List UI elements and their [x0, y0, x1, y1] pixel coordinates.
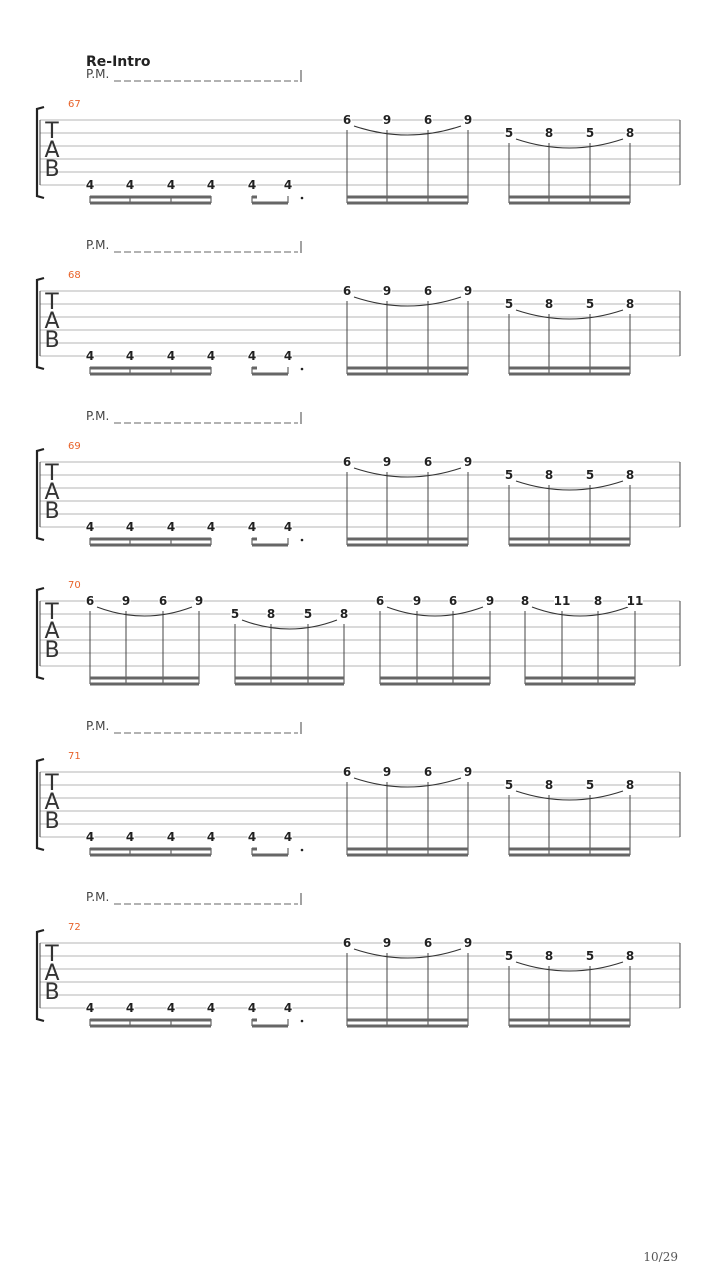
fret-number: 6: [85, 594, 95, 608]
fret-number: 5: [585, 297, 595, 311]
fret-number: 5: [504, 778, 514, 792]
fret-number: 5: [585, 949, 595, 963]
fret-number: 6: [342, 284, 352, 298]
fret-number: 4: [166, 520, 176, 534]
fret-number: 4: [283, 1001, 293, 1015]
fret-number: 9: [463, 284, 473, 298]
fret-number: 5: [504, 297, 514, 311]
slur-arc: [516, 139, 623, 148]
tab-clef-letter: A: [44, 480, 60, 505]
beam-primary: [90, 1025, 211, 1028]
fret-number: 5: [585, 778, 595, 792]
fret-number: 11: [553, 594, 571, 608]
slur-arc: [354, 468, 461, 477]
beam-secondary: [509, 196, 630, 199]
slur-arc: [516, 310, 623, 319]
tab-clef-letter: B: [44, 328, 60, 353]
fret-number: 4: [166, 830, 176, 844]
beam-secondary: [347, 196, 468, 199]
fret-number: 5: [585, 468, 595, 482]
fret-number: 9: [485, 594, 495, 608]
fret-number: 4: [247, 830, 257, 844]
beam-primary: [90, 683, 199, 686]
beam-secondary: [347, 1019, 468, 1022]
fret-number: 8: [520, 594, 530, 608]
palm-mute-label: P.M.: [86, 890, 110, 904]
fret-number: 4: [247, 178, 257, 192]
palm-mute-label: P.M.: [86, 409, 110, 423]
fret-number: 4: [247, 520, 257, 534]
beam-primary: [252, 202, 288, 205]
beam-primary: [347, 544, 468, 547]
fret-number: 4: [166, 1001, 176, 1015]
fret-number: 4: [125, 349, 135, 363]
fret-number: 4: [206, 520, 216, 534]
palm-mute-label: P.M.: [86, 238, 110, 252]
fret-number: 6: [423, 284, 433, 298]
tab-clef-letter: T: [45, 119, 59, 144]
beam-secondary: [509, 848, 630, 851]
fret-number: 8: [625, 778, 635, 792]
tab-clef-letter: B: [44, 638, 60, 663]
tab-clef-letter: A: [44, 790, 60, 815]
beam-primary: [252, 544, 288, 547]
measure-number: 70: [68, 580, 81, 591]
beam-primary: [347, 202, 468, 205]
beam-partial: [252, 1019, 257, 1022]
measure-number: 67: [68, 99, 81, 110]
tab-clef-letter: A: [44, 309, 60, 334]
fret-number: 8: [544, 126, 554, 140]
fret-number: 8: [339, 607, 349, 621]
beam-primary: [90, 544, 211, 547]
slur-arc: [387, 607, 483, 616]
palm-mute-label: P.M.: [86, 719, 110, 733]
fret-number: 4: [85, 178, 95, 192]
fret-number: 8: [625, 297, 635, 311]
fret-number: 9: [382, 284, 392, 298]
fret-number: 4: [206, 349, 216, 363]
fret-number: 4: [166, 349, 176, 363]
tab-clef-letter: T: [45, 461, 59, 486]
section-title: Re-Intro: [86, 54, 151, 70]
fret-number: 4: [166, 178, 176, 192]
fret-number: 6: [423, 936, 433, 950]
rhythm-dot: [301, 539, 304, 542]
beam-secondary: [347, 848, 468, 851]
fret-number: 9: [382, 455, 392, 469]
fret-number: 5: [504, 126, 514, 140]
fret-number: 4: [247, 1001, 257, 1015]
beam-primary: [235, 683, 344, 686]
measure-number: 72: [68, 922, 81, 933]
beam-secondary: [525, 677, 635, 680]
beam-primary: [509, 1025, 630, 1028]
beam-partial: [252, 196, 257, 199]
fret-number: 4: [283, 178, 293, 192]
beam-primary: [252, 1025, 288, 1028]
beam-partial: [252, 367, 257, 370]
beam-primary: [90, 854, 211, 857]
beam-secondary: [509, 1019, 630, 1022]
fret-number: 4: [283, 349, 293, 363]
fret-number: 8: [544, 949, 554, 963]
fret-number: 4: [85, 520, 95, 534]
beam-secondary: [509, 367, 630, 370]
beam-primary: [347, 854, 468, 857]
fret-number: 9: [194, 594, 204, 608]
beam-partial: [252, 848, 257, 851]
beam-primary: [252, 854, 288, 857]
fret-number: 4: [206, 1001, 216, 1015]
fret-number: 4: [85, 349, 95, 363]
tab-clef-letter: A: [44, 961, 60, 986]
fret-number: 9: [382, 936, 392, 950]
fret-number: 6: [158, 594, 168, 608]
tab-clef-letter: B: [44, 980, 60, 1005]
fret-number: 6: [423, 765, 433, 779]
fret-number: 5: [303, 607, 313, 621]
fret-number: 8: [625, 468, 635, 482]
slur-arc: [354, 778, 461, 787]
fret-number: 6: [342, 113, 352, 127]
tab-clef-letter: A: [44, 138, 60, 163]
beam-primary: [509, 544, 630, 547]
beam-secondary: [90, 538, 211, 541]
measure-number: 68: [68, 270, 81, 281]
fret-number: 9: [412, 594, 422, 608]
tab-clef-letter: B: [44, 809, 60, 834]
measure-number: 69: [68, 441, 81, 452]
slur-arc: [532, 607, 628, 616]
fret-number: 9: [382, 113, 392, 127]
fret-number: 6: [375, 594, 385, 608]
fret-number: 9: [463, 455, 473, 469]
tab-clef-letter: B: [44, 157, 60, 182]
fret-number: 8: [544, 468, 554, 482]
fret-number: 5: [504, 468, 514, 482]
beam-primary: [347, 1025, 468, 1028]
fret-number: 4: [125, 1001, 135, 1015]
fret-number: 9: [121, 594, 131, 608]
tab-clef-letter: A: [44, 619, 60, 644]
rhythm-dot: [301, 1020, 304, 1023]
beam-primary: [509, 202, 630, 205]
slur-arc: [516, 481, 623, 490]
fret-number: 9: [382, 765, 392, 779]
fret-number: 6: [448, 594, 458, 608]
fret-number: 9: [463, 936, 473, 950]
fret-number: 8: [625, 949, 635, 963]
fret-number: 9: [463, 113, 473, 127]
beam-primary: [347, 373, 468, 376]
beam-secondary: [90, 677, 199, 680]
beam-primary: [90, 373, 211, 376]
page-number: 10/29: [643, 1250, 678, 1264]
beam-primary: [252, 373, 288, 376]
beam-primary: [509, 373, 630, 376]
beam-secondary: [90, 196, 211, 199]
beam-primary: [525, 683, 635, 686]
fret-number: 4: [206, 830, 216, 844]
fret-number: 6: [342, 765, 352, 779]
slur-arc: [516, 962, 623, 971]
slur-arc: [354, 949, 461, 958]
fret-number: 4: [125, 178, 135, 192]
beam-primary: [90, 202, 211, 205]
beam-secondary: [90, 367, 211, 370]
beam-secondary: [347, 367, 468, 370]
beam-primary: [509, 854, 630, 857]
fret-number: 4: [247, 349, 257, 363]
fret-number: 4: [283, 520, 293, 534]
fret-number: 8: [544, 778, 554, 792]
beam-partial: [252, 538, 257, 541]
beam-primary: [380, 683, 490, 686]
fret-number: 8: [544, 297, 554, 311]
fret-number: 5: [230, 607, 240, 621]
fret-number: 8: [593, 594, 603, 608]
fret-number: 4: [125, 520, 135, 534]
fret-number: 9: [463, 765, 473, 779]
rhythm-dot: [301, 197, 304, 200]
slur-arc: [354, 297, 461, 306]
fret-number: 5: [585, 126, 595, 140]
fret-number: 4: [283, 830, 293, 844]
tab-clef-letter: T: [45, 942, 59, 967]
fret-number: 6: [423, 113, 433, 127]
tab-clef-letter: T: [45, 290, 59, 315]
fret-number: 11: [626, 594, 644, 608]
fret-number: 5: [504, 949, 514, 963]
palm-mute-label: P.M.: [86, 67, 110, 81]
tab-clef-letter: T: [45, 600, 59, 625]
slur-arc: [354, 126, 461, 135]
fret-number: 4: [85, 830, 95, 844]
beam-secondary: [90, 848, 211, 851]
beam-secondary: [235, 677, 344, 680]
beam-secondary: [347, 538, 468, 541]
rhythm-dot: [301, 368, 304, 371]
beam-secondary: [380, 677, 490, 680]
slur-arc: [242, 620, 337, 629]
tab-clef-letter: T: [45, 771, 59, 796]
slur-arc: [516, 791, 623, 800]
fret-number: 4: [125, 830, 135, 844]
slur-arc: [97, 607, 192, 616]
tab-clef-letter: B: [44, 499, 60, 524]
measure-number: 71: [68, 751, 81, 762]
rhythm-dot: [301, 849, 304, 852]
fret-number: 6: [342, 455, 352, 469]
fret-number: 6: [423, 455, 433, 469]
fret-number: 4: [85, 1001, 95, 1015]
beam-secondary: [509, 538, 630, 541]
fret-number: 4: [206, 178, 216, 192]
fret-number: 8: [266, 607, 276, 621]
fret-number: 8: [625, 126, 635, 140]
beam-secondary: [90, 1019, 211, 1022]
fret-number: 6: [342, 936, 352, 950]
